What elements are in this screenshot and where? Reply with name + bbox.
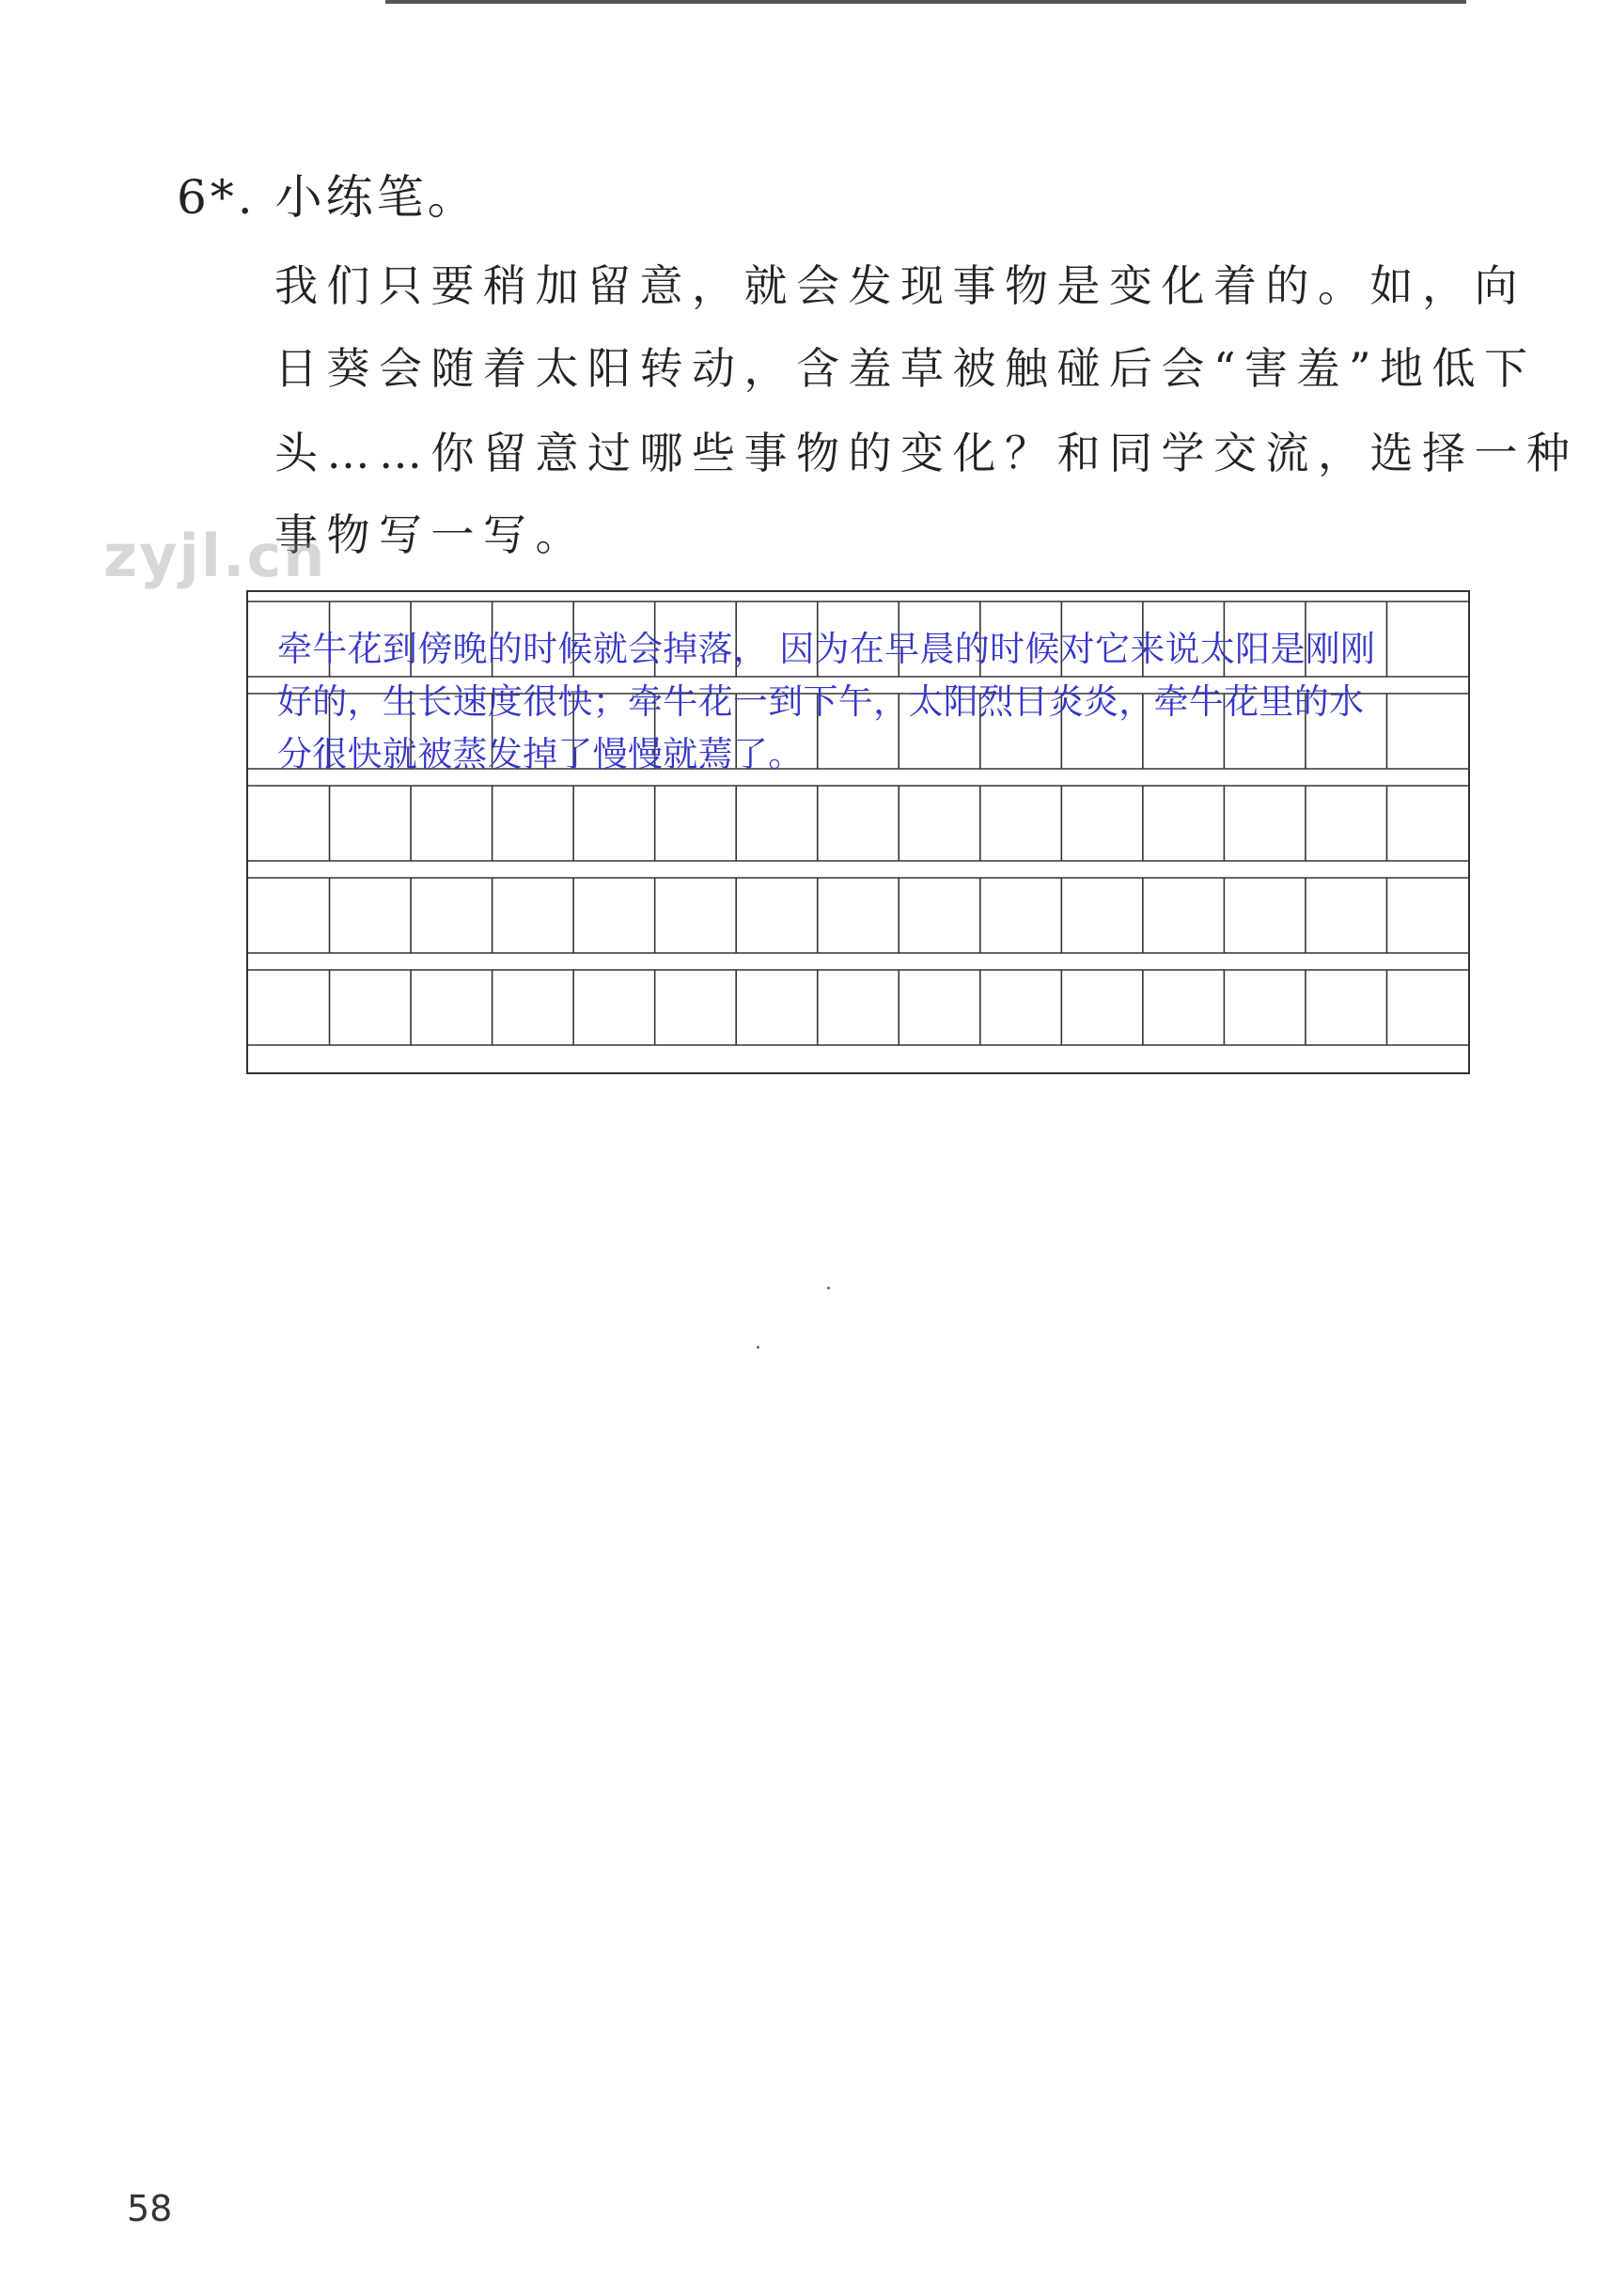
scan-speck [757,1346,759,1349]
scan-speck [827,1287,830,1289]
prompt-line-1: 我们只要稍加留意，就会发现事物是变化着的。如，向 [274,260,1526,311]
top-rule [385,0,1466,4]
page-number: 58 [127,2188,173,2229]
answer-line-1: 牵牛花到傍晚的时候就会掉落， 因为在早晨的时候对它来说太阳是刚刚 [277,629,1376,669]
prompt-line-4: 事物写一写。 [274,509,587,560]
task-title: 6*. 小练笔。 [177,170,478,225]
prompt-line-2: 日葵会随着太阳转动，含羞草被触碰后会“害羞”地低下 [274,343,1537,394]
answer-line-3: 分很快就被蒸发掉了慢慢就蔫了。 [277,734,804,774]
prompt-line-3: 头……你留意过哪些事物的变化？和同学交流，选择一种 [274,428,1579,478]
answer-line-2: 好的，生长速度很快；牵牛花一到下午，太阳烈日炎炎，牵牛花里的水 [277,681,1365,722]
watermark: zyjl.cn [103,522,327,590]
